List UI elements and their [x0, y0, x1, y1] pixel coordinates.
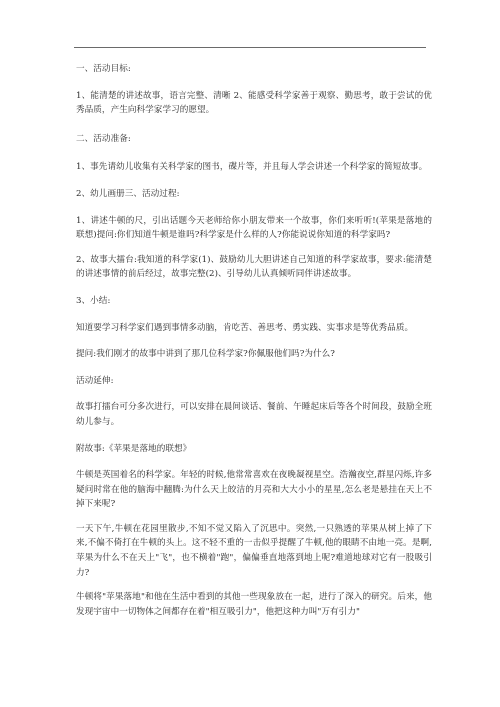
story-paragraph-3: 牛顿将"苹果落地"和他在生活中看到的其他一些现象放在一起，进行了深入的研究。后来，他发现宇宙中一切物体之间都存在着"相互吸引力"，他把这种力叫"万有引力" [76, 592, 432, 617]
header-rule [74, 47, 426, 48]
document-body [76, 62, 432, 619]
preparation-item-2: 2、幼儿画册三、活动过程: [76, 188, 180, 199]
story-paragraph-2: 一天下午,牛顿在花园里散步,不知不觉又陷入了沉思中。突然,一只熟透的苹果从树上掉了下来,不偏不倚打在牛顿的头上。这不轻不重的一击似乎提醒了牛顿,他的眼睛不由地一亮。是啊,苹果为什么不在天上"飞"，也不横着"跑"，偏偏垂直地落到地上呢?难道地球对它有一股吸引力? [76, 523, 432, 578]
summary-question: 提问:我们刚才的故事中讲到了那几位科学家?你佩服他们吗?为什么? [76, 349, 335, 360]
story-paragraph-1: 牛顿是英国着名的科学家。年轻的时候,他常常喜欢在夜晚凝视星空。浩瀚夜空,群星闪烁,许多疑问时常在他的脑海中翻腾:为什么天上皎洁的月亮和大大小小的星星,怎么老是悬挂在天上不掉下来呢? [76, 470, 432, 510]
summary-text: 知道要学习科学家们遇到事情多动脑，肯吃苦、善思考、勇实践、实事求是等优秀品质。 [76, 322, 414, 333]
process-step-1: 1、讲述牛顿的尺，引出话题今天老师给你小朋友带来一个故事，你们来听听!(苹果是落地的联想)提问:你们知道牛顿是谁吗?科学家是什么样的人?你能说说你知道的科学家吗? [76, 215, 432, 241]
heading-extension: 活动延伸: [76, 375, 114, 386]
story-title: 附故事:《苹果是落地的联想》 [76, 443, 192, 454]
heading-activity-preparation: 二、活动准备: [76, 133, 131, 144]
heading-activity-goals: 一、活动目标: [76, 64, 131, 74]
heading-summary: 3、小结: [76, 295, 111, 306]
goals-text: 1、能清楚的讲述故事，语言完整、清晰 2、能感受科学家善于观察、勤思考，敢于尝试的优秀品质，产生向科学家学习的愿望。 [76, 90, 432, 116]
extension-text: 故事打擂台可分多次进行，可以安排在晨间谈话、餐前、午睡起床后等各个时间段，鼓励全班幼儿参与。 [76, 402, 432, 427]
process-step-2: 2、故事大擂台:我知道的科学家(1)、鼓励幼儿大胆讲述自己知道的科学家故事，要求:能清楚的讲述事情的前后经过，故事完整(2)、引导幼儿认真倾听同伴讲述故事。 [76, 254, 432, 280]
preparation-item-1: 1、事先请幼儿收集有关科学家的图书，碟片等，并且每人学会讲述一个科学家的简短故事。 [76, 162, 428, 173]
